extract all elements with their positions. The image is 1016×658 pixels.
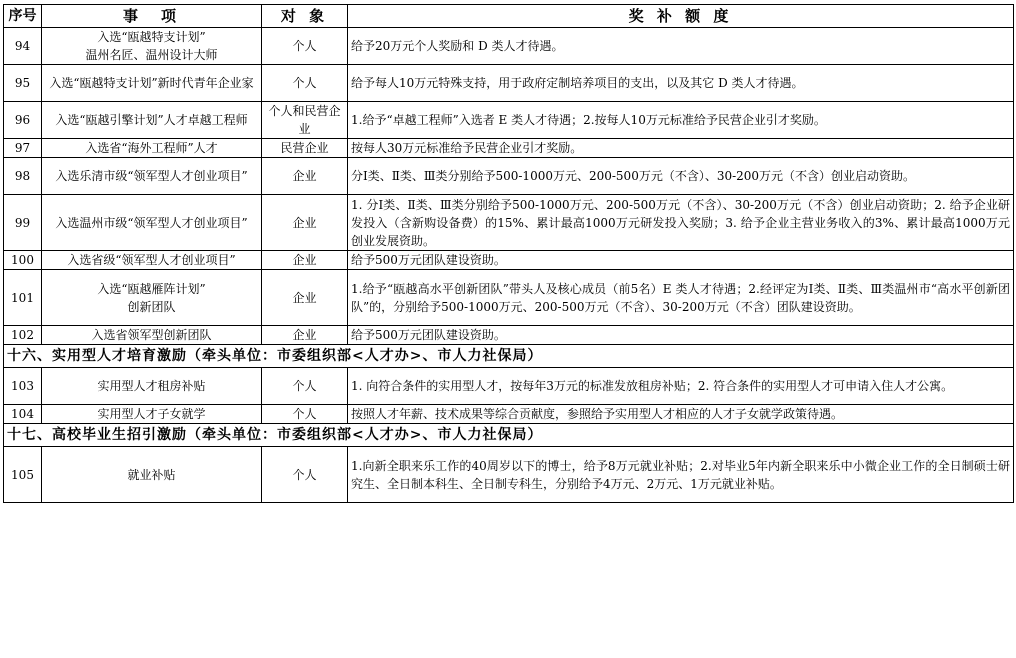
row-id: 98 — [4, 158, 42, 195]
row-desc: 按每人30万元标准给予民营企业引才奖励。 — [348, 139, 1014, 158]
header-target: 对 象 — [262, 5, 348, 28]
row-id: 104 — [4, 405, 42, 424]
row-target: 个人 — [262, 405, 348, 424]
row-desc: 给予每人10万元特殊支持，用于政府定制培养项目的支出，以及其它 D 类人才待遇。 — [348, 65, 1014, 102]
reward-table — [3, 4, 1014, 503]
row-id: 102 — [4, 326, 42, 345]
table-row — [4, 447, 1014, 503]
table-row — [4, 270, 1014, 326]
row-desc: 1. 向符合条件的实用型人才，按每年3万元的标准发放租房补贴；2. 符合条件的实用型人才可申请入住人才公寓。 — [348, 368, 1014, 405]
row-id: 101 — [4, 270, 42, 326]
section-title: 十七、高校毕业生招引激励（牵头单位：市委组织部<人才办>、市人力社保局） — [4, 424, 1014, 447]
table-row — [4, 368, 1014, 405]
header-row — [4, 5, 1014, 28]
row-item: 就业补贴 — [42, 447, 262, 503]
row-desc: 分Ⅰ类、Ⅱ类、Ⅲ类分别给予500-1000万元、200-500万元（不含）、30-200万元（不含）创业启动资助。 — [348, 158, 1014, 195]
row-desc: 1.给予“卓越工程师”入选者 E 类人才待遇；2.按每人10万元标准给予民营企业引才奖励。 — [348, 102, 1014, 139]
row-desc: 给予500万元团队建设资助。 — [348, 251, 1014, 270]
row-item: 入选省“海外工程师”人才 — [42, 139, 262, 158]
row-item: 入选省级“领军型人才创业项目” — [42, 251, 262, 270]
row-target: 企业 — [262, 251, 348, 270]
row-desc: 给予500万元团队建设资助。 — [348, 326, 1014, 345]
row-desc: 1. 分Ⅰ类、Ⅱ类、Ⅲ类分别给予500-1000万元、200-500万元（不含）、30-200万元（不含）创业启动资助；2. 给予企业研发投入（含新购设备费）的15%、累计最高1000万元研发投入奖励；3. 给予企业主营业务收入的3%、累计最高1000万元创业发展资助。 — [348, 195, 1014, 251]
header-item: 事 项 — [42, 5, 262, 28]
row-item: 实用型人才子女就学 — [42, 405, 262, 424]
row-target: 个人 — [262, 447, 348, 503]
row-item: 入选“瓯越特支计划” 温州名匠、温州设计大师 — [42, 28, 262, 65]
table-row — [4, 28, 1014, 65]
row-desc: 给予20万元个人奖励和 D 类人才待遇。 — [348, 28, 1014, 65]
table-row — [4, 251, 1014, 270]
row-item: 入选温州市级“领军型人才创业项目” — [42, 195, 262, 251]
table-row — [4, 139, 1014, 158]
row-desc: 1.向新全职来乐工作的40周岁以下的博士，给予8万元就业补贴；2.对毕业5年内新全职来乐中小微企业工作的全日制硕士研究生、全日制本科生、全日制专科生，分别给予4万元、2万元、1万元就业补贴。 — [348, 447, 1014, 503]
row-id: 100 — [4, 251, 42, 270]
header-id: 序号 — [4, 5, 42, 28]
row-id: 99 — [4, 195, 42, 251]
row-desc: 1.给予“瓯越高水平创新团队”带头人及核心成员（前5名）E 类人才待遇；2.经评定为Ⅰ类、Ⅱ类、Ⅲ类温州市“高水平创新团队”的，分别给予500-1000万元、200-500万元（不含）、30-200万元（不含）团队建设资助。 — [348, 270, 1014, 326]
row-desc: 按照人才年薪、技术成果等综合贡献度，参照给予实用型人才相应的人才子女就学政策待遇。 — [348, 405, 1014, 424]
table-row — [4, 326, 1014, 345]
table-row — [4, 102, 1014, 139]
header-amount: 奖 补 额 度 — [348, 5, 1014, 28]
table-row — [4, 158, 1014, 195]
table-row — [4, 405, 1014, 424]
row-target: 企业 — [262, 158, 348, 195]
row-target: 民营企业 — [262, 139, 348, 158]
row-id: 105 — [4, 447, 42, 503]
row-item: 入选“瓯越特支计划”新时代青年企业家 — [42, 65, 262, 102]
row-target: 个人 — [262, 368, 348, 405]
section-title: 十六、实用型人才培育激励（牵头单位：市委组织部<人才办>、市人力社保局） — [4, 345, 1014, 368]
row-item: 入选“瓯越雁阵计划” 创新团队 — [42, 270, 262, 326]
row-id: 95 — [4, 65, 42, 102]
row-item: 入选“瓯越引擎计划”人才卓越工程师 — [42, 102, 262, 139]
row-target: 个人 — [262, 28, 348, 65]
row-id: 103 — [4, 368, 42, 405]
row-target: 企业 — [262, 326, 348, 345]
row-target: 企业 — [262, 195, 348, 251]
row-id: 94 — [4, 28, 42, 65]
table-row — [4, 195, 1014, 251]
table-row — [4, 65, 1014, 102]
row-id: 96 — [4, 102, 42, 139]
row-item: 实用型人才租房补贴 — [42, 368, 262, 405]
row-target: 个人 — [262, 65, 348, 102]
row-target: 个人和民营企业 — [262, 102, 348, 139]
row-item: 入选乐清市级“领军型人才创业项目” — [42, 158, 262, 195]
section-row — [4, 345, 1014, 368]
section-row — [4, 424, 1014, 447]
row-item: 入选省领军型创新团队 — [42, 326, 262, 345]
row-id: 97 — [4, 139, 42, 158]
row-target: 企业 — [262, 270, 348, 326]
